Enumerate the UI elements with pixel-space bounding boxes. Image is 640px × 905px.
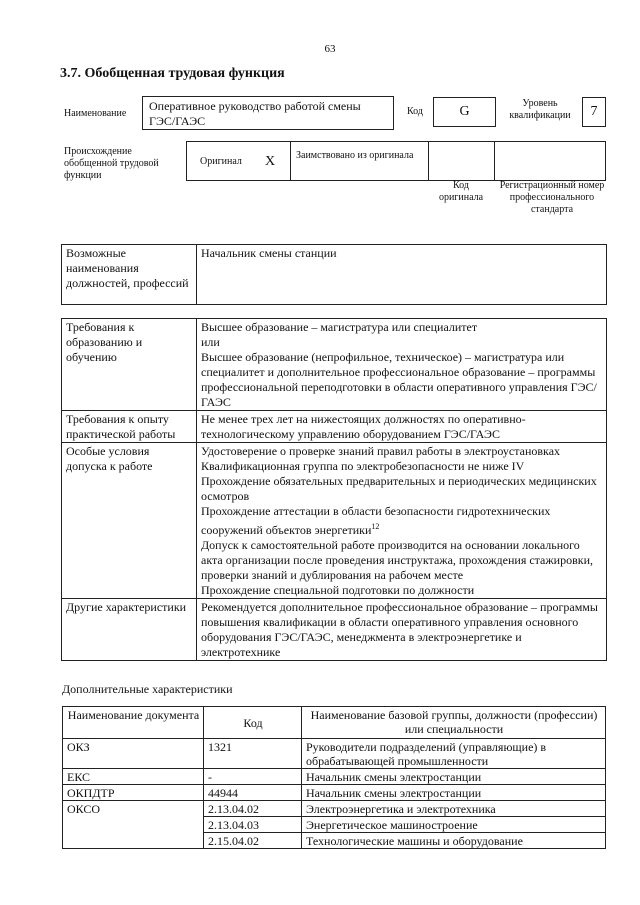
origin-label: Происхождение обобщенной трудовой функции — [64, 146, 159, 181]
requirement-label: Требования к опыту практической работы — [62, 411, 197, 443]
cell-group: Электроэнергетика и электротехника — [302, 801, 606, 817]
requirement-row — [62, 411, 607, 443]
cell-code: 1321 — [204, 739, 302, 769]
cell-document: ОКПДТР — [63, 785, 204, 801]
table-row — [63, 739, 606, 769]
cell-document: ЕКС — [63, 769, 204, 785]
requirement-line: Прохождение обязательных предварительных и периодических медицинских осмотров — [201, 474, 597, 503]
level-value: 7 — [582, 97, 606, 127]
table-row — [63, 769, 606, 785]
cell-code: 2.15.04.02 — [204, 833, 302, 849]
header-document: Наименование документа — [63, 707, 204, 739]
original-mark: X — [265, 154, 276, 169]
header-group: Наименование базовой группы, должности (профессии) или специальности — [302, 707, 606, 739]
requirement-label: Другие характеристики — [62, 599, 197, 661]
code-original-caption: Код оригинала — [438, 180, 484, 203]
requirement-line: Допуск к самостоятельной работе производится на основании локального акта организации после проведения инструктажа, прохождения стажировки, проверки знаний и дублирования на рабочем месте — [201, 538, 594, 582]
original-label: Оригинал — [200, 156, 242, 167]
name-value: Оперативное руководство работой смены ГЭС/ГАЭС — [142, 96, 394, 130]
requirement-line: Квалификационная группа по электробезопасности не ниже IV — [201, 459, 525, 473]
cell-group: Руководители подразделений (управляющие) в обрабатывающей промышленности — [302, 739, 606, 769]
requirement-line: Высшее образование – магистратура или специалитет — [201, 320, 478, 334]
cell-group: Начальник смены электростанции — [302, 785, 606, 801]
cell-document: ОКСО — [63, 801, 204, 849]
section-title: 3.7. Обобщенная трудовая функция — [60, 66, 285, 81]
requirement-label: Требования к образованию и обучению — [62, 319, 197, 411]
requirement-line: Высшее образование (непрофильное, техническое) – магистратура или специалитет и дополнительное профессиональное образование – программы профессиональной переподготовки в области оперативного управления ГЭС/ГАЭС — [201, 350, 597, 409]
positions-table — [61, 244, 607, 305]
cell-group: Технологические машины и оборудование — [302, 833, 606, 849]
page-number: 63 — [324, 43, 336, 55]
positions-label: Возможные наименования должностей, профессий — [62, 245, 197, 305]
positions-value: Начальник смены станции — [197, 245, 607, 305]
footnote-mark: 12 — [371, 522, 380, 531]
requirement-line: Не менее трех лет на нижестоящих должностях по оперативно-технологическому управлению оборудованием ГЭС/ГАЭС — [201, 412, 526, 441]
cell-group: Начальник смены электростанции — [302, 769, 606, 785]
requirement-line: Прохождение специальной подготовки по должности — [201, 583, 475, 597]
requirement-label: Особые условия допуска к работе — [62, 443, 197, 599]
requirement-line: Прохождение аттестации в области безопасности гидротехнических сооружений объектов энергетики$^{12}$ — [201, 504, 551, 537]
cell-code: 2.13.04.03 — [204, 817, 302, 833]
requirements-table — [61, 318, 607, 661]
requirement-row — [62, 319, 607, 411]
additional-title: Дополнительные характеристики — [62, 682, 233, 696]
table-row — [63, 785, 606, 801]
requirement-line: Рекомендуется дополнительное профессиональное образование – программы повышения квалификации в области оперативного управления основного оборудования ГЭС/ГАЭС, менеджмента в электроэнергетике и электротехнике — [201, 600, 598, 659]
requirement-line: или — [201, 335, 220, 349]
requirement-line: Удостоверение о проверке знаний правил работы в электроустановках — [201, 444, 561, 458]
additional-table — [62, 706, 606, 849]
code-label: Код — [407, 106, 423, 117]
requirement-row — [62, 599, 607, 661]
cell-document: ОКЗ — [63, 739, 204, 769]
cell-code: 2.13.04.02 — [204, 801, 302, 817]
code-value: G — [433, 97, 496, 127]
additional-header-row — [63, 707, 606, 739]
borrowed-label: Заимствовано из оригинала — [296, 150, 414, 161]
cell-code: - — [204, 769, 302, 785]
name-label: Наименование — [64, 108, 127, 119]
level-label: Уровень квалификации — [509, 98, 571, 121]
table-row — [63, 801, 606, 817]
header-code: Код — [204, 707, 302, 739]
reg-number-caption: Регистрационный номер профессионального стандарта — [499, 180, 605, 215]
requirement-row — [62, 443, 607, 599]
cell-code: 44944 — [204, 785, 302, 801]
cell-group: Энергетическое машиностроение — [302, 817, 606, 833]
